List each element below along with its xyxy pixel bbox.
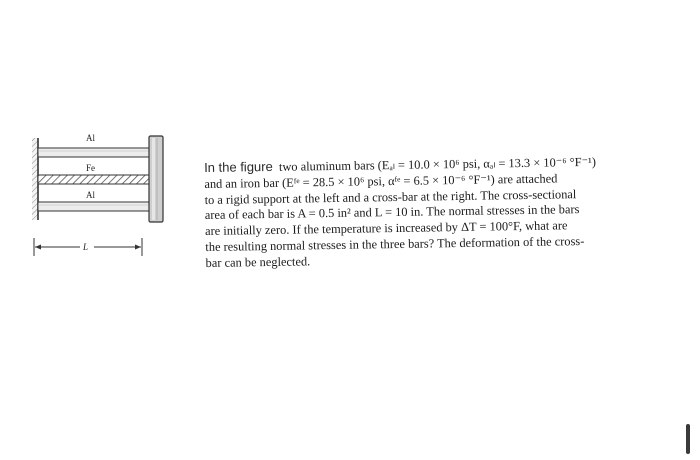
cross-bar <box>149 136 163 222</box>
problem-line-2: and an iron bar (Eᶠᵉ = 28.5 × 10⁶ psi, αᶠᵉ = 6.5 × 10⁻⁶ °F⁻¹) are attached <box>204 171 558 191</box>
problem-line-4: area of each bar is A = 0.5 in² and L = 10 in. The normal stresses in the bars <box>204 202 580 223</box>
rigid-support <box>32 138 38 220</box>
problem-line-1-text: two aluminum bars (Eₐₗ = 10.0 × 10⁶ psi, αₐₗ = 13.3 × 10⁻⁶ °F⁻¹) <box>278 154 597 174</box>
problem-intro: In the figure <box>204 158 273 175</box>
scrollbar-thumb[interactable] <box>686 424 690 454</box>
label-fe: Fe <box>86 163 95 173</box>
problem-line-7: bar can be neglected. <box>205 254 311 270</box>
problem-line-5: are initially zero. If the temperature is increased by ΔT = 100°F, what are <box>205 218 568 239</box>
length-dimension <box>34 238 142 256</box>
bar-assembly-figure <box>24 126 174 266</box>
iron-bar <box>38 175 150 184</box>
label-top-al: Al <box>86 133 95 143</box>
top-aluminum-bar <box>38 148 150 157</box>
bottom-aluminum-bar <box>38 202 150 211</box>
label-bottom-al: Al <box>86 190 95 200</box>
problem-statement <box>204 153 662 272</box>
length-label: L <box>83 242 89 252</box>
problem-line-3: to a rigid support at the left and a cross-bar at the right. The cross-sectional <box>204 186 577 207</box>
problem-line-6: the resulting normal stresses in the three bars? The deformation of the cross- <box>205 234 585 254</box>
